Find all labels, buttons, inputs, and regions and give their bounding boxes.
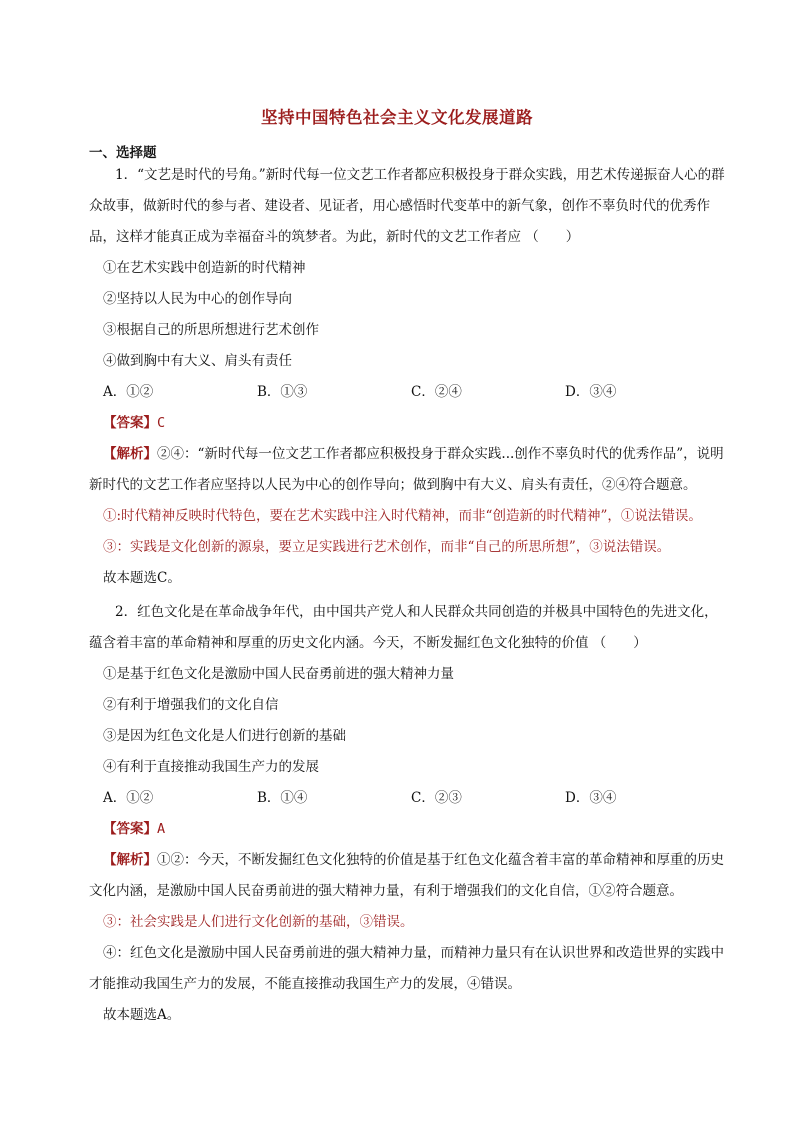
question-1-choice-a: A．①② (103, 384, 154, 400)
question-1-item-2: ②坚持以人民为中心的创作导向 (103, 291, 292, 307)
question-1-choice-d: D．③④ (565, 384, 617, 400)
answer-tag: 【答案】 (103, 821, 157, 837)
question-2-item-3: ③是因为红色文化是人们进行创新的基础 (103, 728, 346, 744)
question-1-item-3: ③根据自己的所思所想进行艺术创作 (103, 322, 319, 338)
answer-tag: 【答案】 (103, 415, 157, 431)
analysis-tag: 【解析】 (103, 852, 157, 868)
answer-value: A (157, 821, 166, 837)
answer-value: C (157, 415, 166, 431)
analysis-text: ①②：今天，不断发掘红色文化独特的价值是基于红色文化蕴含着丰富的革命精神和厚重的历史文化内涵，是激励中国人民奋勇前进的强大精神力量，有利于增强我们的文化自信，①②符合题意。 (89, 852, 724, 899)
question-1 (89, 160, 725, 594)
question-1-stem: 1．“文艺是时代的号角。”新时代每一位文艺工作者都应积极投身于群众实践，用艺术传递振奋人心的群众故事，做新时代的参与者、建设者、见证者，用心感悟时代变革中的新气象，创作不辜负时代的优秀作品，这样才能真正成为幸福奋斗的筑梦者。为此，新时代的文艺工作者应 （ ） (89, 167, 725, 245)
question-2-conclusion: 故本题选A。 (103, 1007, 181, 1023)
question-1-item-1: ①在艺术实践中创造新的时代精神 (103, 260, 306, 276)
question-1-answer (89, 408, 725, 439)
question-1-note-2: ③：实践是文化创新的源泉，要立足实践进行艺术创作，而非“自己的所思所想”，③说法错误。 (103, 539, 671, 555)
question-1-choice-b: B．①③ (257, 384, 308, 400)
question-2 (89, 597, 725, 1031)
question-1-choices (89, 377, 725, 408)
question-1-choice-c: C．②④ (411, 384, 462, 400)
question-1-note-1: ①:时代精神反映时代特色，要在艺术实践中注入时代精神，而非“创造新的时代精神”，①说法错误。 (103, 508, 702, 524)
page-title: 坚持中国特色社会主义文化发展道路 (261, 108, 533, 127)
question-2-stem: 2．红色文化是在革命战争年代，由中国共产党人和人民群众共同创造的并极具中国特色的先进文化，蕴含着丰富的革命精神和厚重的历史文化内涵。今天，不断发掘红色文化独特的价值 （ ） (89, 604, 718, 651)
question-1-analysis (89, 439, 725, 501)
analysis-tag: 【解析】 (103, 446, 157, 462)
question-1-item-4: ④做到胸中有大义、肩头有责任 (103, 353, 292, 369)
question-2-analysis (89, 845, 725, 907)
question-1-conclusion: 故本题选C。 (103, 570, 181, 586)
analysis-text: ②④：“新时代每一位文艺工作者都应积极投身于群众实践...创作不辜负时代的优秀作品”，说明新时代的文艺工作者应坚持以人民为中心的创作导向；做到胸中有大义、肩头有责任，②④符合题意。 (89, 446, 724, 493)
section-heading: 一、选择题 (89, 145, 157, 161)
question-2-item-1: ①是基于红色文化是激励中国人民奋勇前进的强大精神力量 (103, 666, 454, 682)
question-2-choice-c: C．②③ (411, 790, 462, 806)
question-2-item-4: ④有利于直接推动我国生产力的发展 (103, 759, 319, 775)
question-2-note-2: ④：红色文化是激励中国人民奋勇前进的强大精神力量，而精神力量只有在认识世界和改造世界的实践中才能推动我国生产力的发展，不能直接推动我国生产力的发展，④错误。 (89, 945, 724, 992)
question-2-choice-a: A．①② (103, 790, 154, 806)
question-2-choice-b: B．①④ (257, 790, 308, 806)
question-2-item-2: ②有利于增强我们的文化自信 (103, 697, 279, 713)
question-2-note-1: ③：社会实践是人们进行文化创新的基础，③错误。 (103, 914, 414, 930)
question-2-choices (89, 783, 725, 814)
question-2-answer (89, 814, 725, 845)
question-2-choice-d: D．③④ (565, 790, 617, 806)
